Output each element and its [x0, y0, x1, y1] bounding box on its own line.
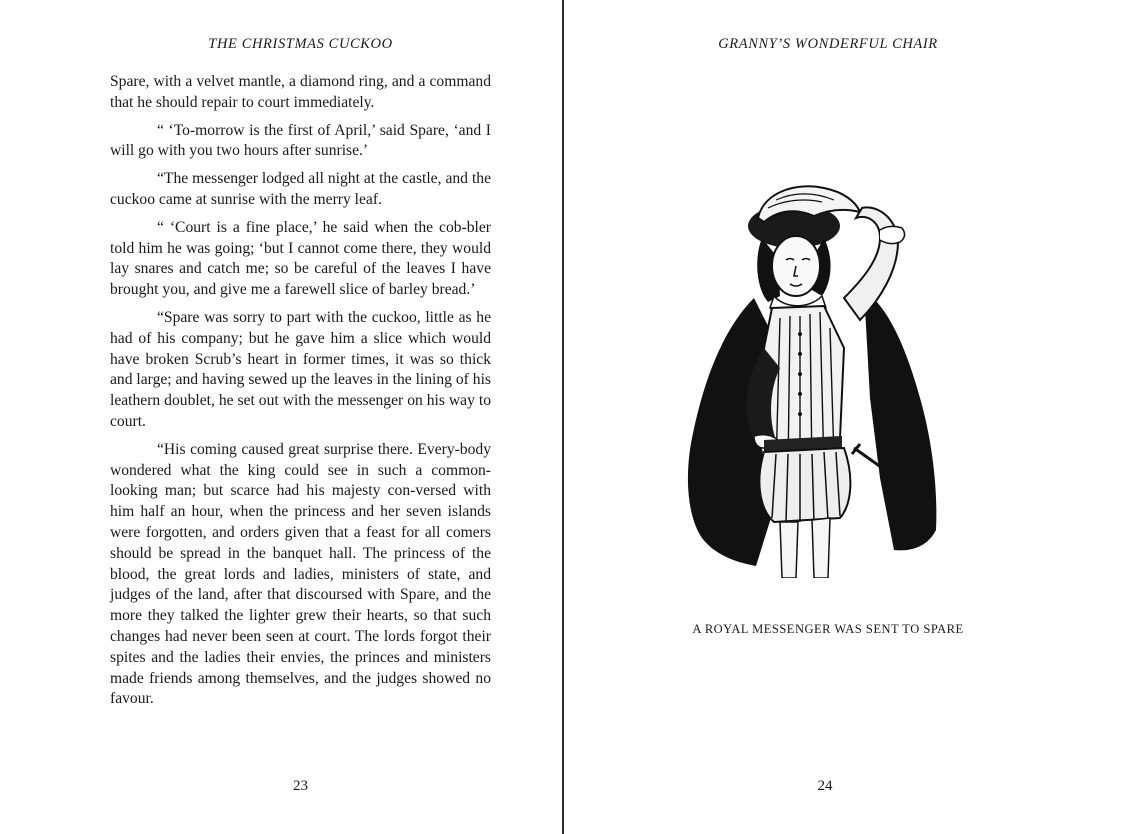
illustration-caption: A ROYAL MESSENGER WAS SENT TO SPARE — [692, 622, 964, 636]
paragraph: “The messenger lodged all night at the castle, and the cuckoo came at sunrise with the merry leaf. — [110, 170, 491, 208]
left-page — [0, 0, 562, 834]
paragraph: “ ‘Court is a fine place,’ he said when the cob-bler told him he was going; ‘but I cannot come there, they would lay snares and catch me; so be careful of the leaves I have brought you, and give me a farewell slice of barley bread.’ — [110, 218, 491, 299]
right-page — [564, 0, 1125, 834]
page-number-left: 23 — [293, 778, 308, 794]
page-number-right: 24 — [817, 778, 833, 794]
body-text — [110, 72, 491, 717]
paragraph: “Spare was sorry to part with the cuckoo, little as he had of his company; but he gave him a slice which would have broken Scrub’s heart in former times, it was so thick and large; and having sewed up the leaves in the lining of his leathern doublet, he set out with the messenger on his way to court. — [110, 308, 491, 430]
raised-arm — [844, 207, 898, 320]
paragraph: Spare, with a velvet mantle, a diamond ring, and a command that he should repair to court immediately. — [110, 73, 491, 111]
paragraph: “His coming caused great surprise there. Every-body wondered what the king could see in such a common-looking man; but scarce had his majesty con-versed with him half an hour, when the princess and her seven islands were forgotten, and orders given that a feast for all comers should be spread in the banquet hall. The princess of the blood, the great lords and ladies, ministers of state, and judges of the land, after that discoursed with Spare, and the more they talked the lighter grew their hearts, so that such changes had never been seen at court. The lords forgot their spites and the ladies their envies, the princes and ministers made friends among themselves, and the judges showed no favour. — [110, 440, 491, 708]
royal-messenger-illustration — [684, 178, 946, 578]
cloak-right — [864, 290, 936, 550]
legs — [780, 518, 830, 578]
paragraph: “ ‘To-morrow is the first of April,’ said Spare, ‘and I will go with you two hours after sunrise.’ — [110, 121, 491, 160]
running-head-right: GRANNY’S WONDERFUL CHAIR — [718, 36, 938, 52]
running-head-left: THE CHRISTMAS CUCKOO — [208, 36, 393, 52]
